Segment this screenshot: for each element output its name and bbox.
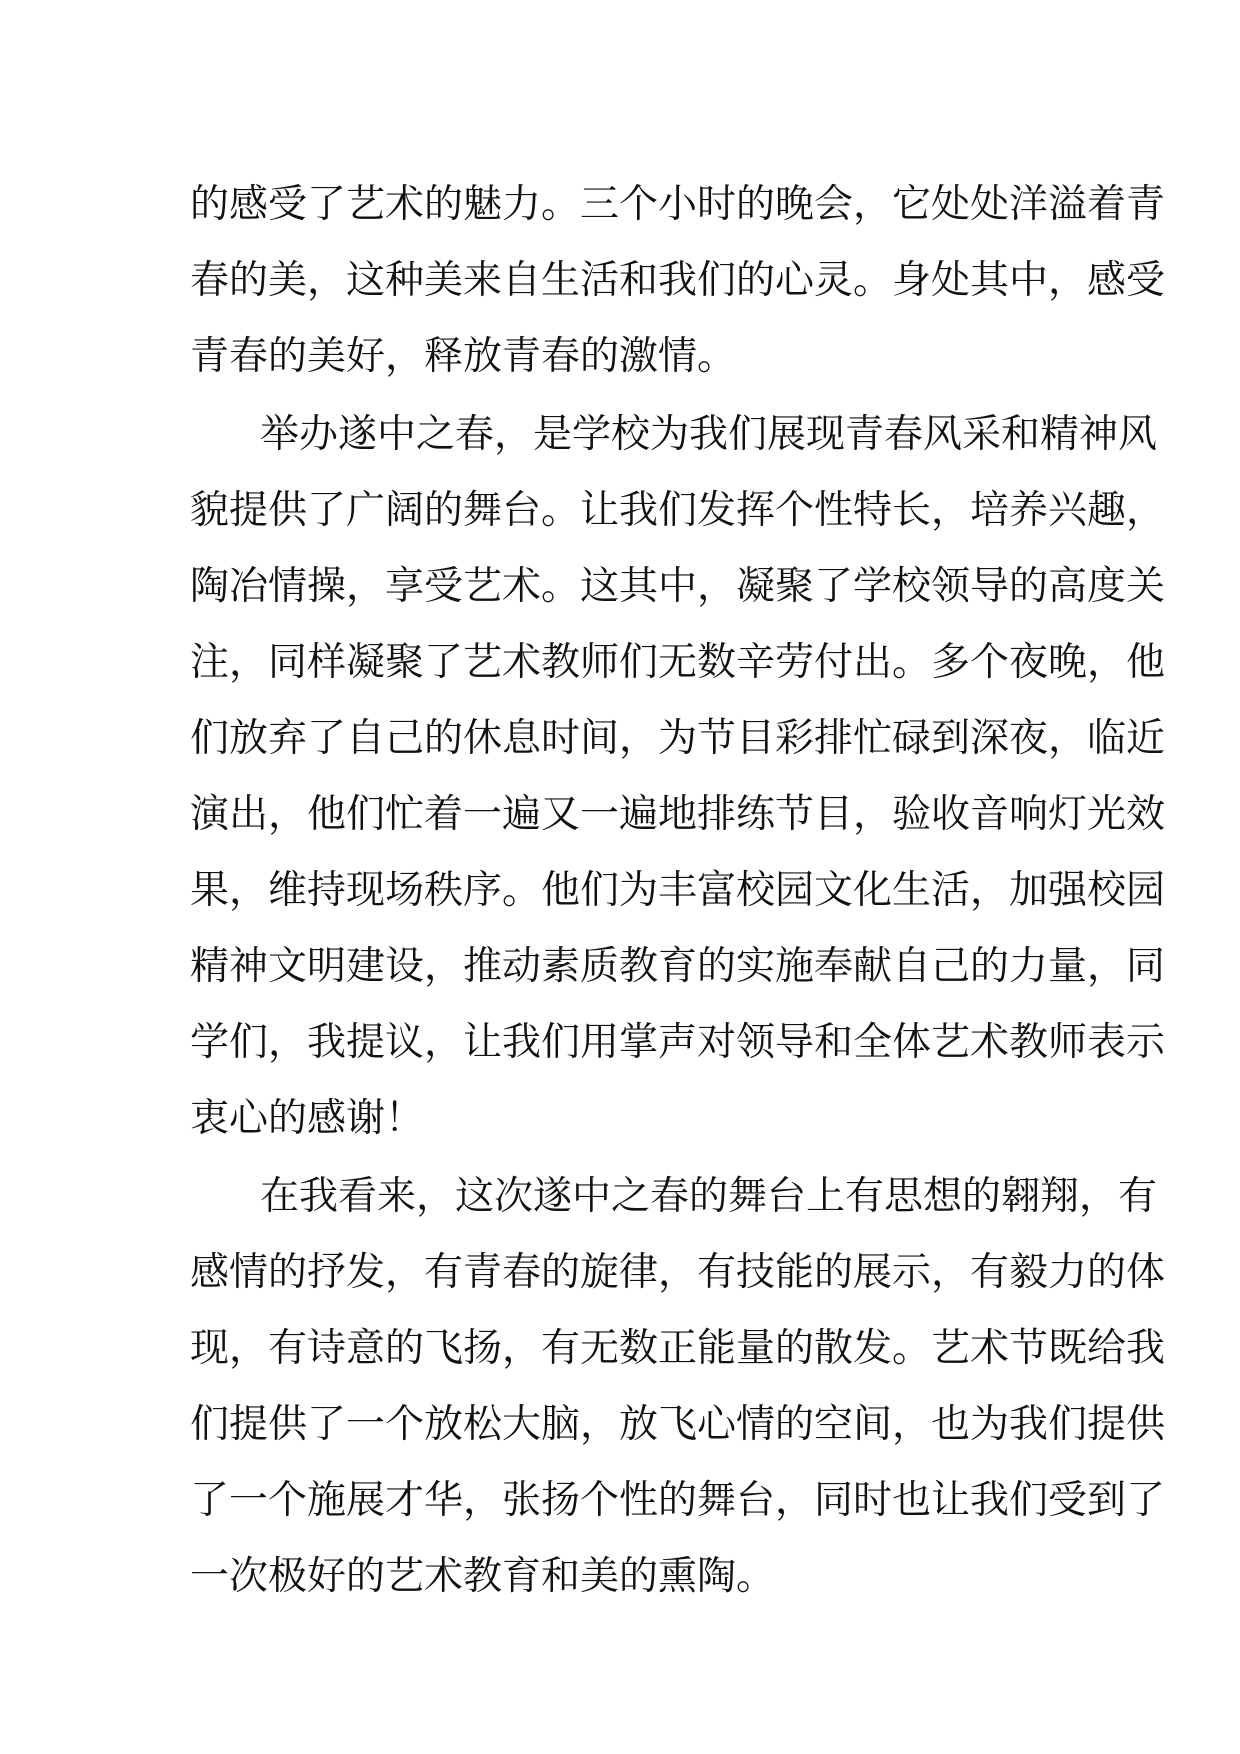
- paragraph-1: [190, 167, 1166, 395]
- paragraph-3: [190, 1159, 1166, 1615]
- text-line: 的感受了艺术的魅力。三个小时的晚会，它处处洋溢着青: [190, 182, 1166, 227]
- paragraph-2: [190, 397, 1166, 1157]
- text-line: 了一个施展才华，张扬个性的舞台，同时也让我们受到了: [190, 1478, 1166, 1523]
- text-line: 在我看来，这次遂中之春的舞台上有思想的翱翔，有: [260, 1174, 1158, 1219]
- text-line: 春的美，这种美来自生活和我们的心灵。身处其中，感受: [190, 258, 1166, 303]
- text-line: 果，维持现场秩序。他们为丰富校园文化生活，加强校园: [190, 868, 1166, 913]
- text-line: 青春的美好，释放青春的激情。: [190, 334, 737, 379]
- text-line: 陶冶情操，享受艺术。这其中，凝聚了学校领导的高度关: [190, 564, 1166, 609]
- text-line: 貌提供了广阔的舞台。让我们发挥个性特长，培养兴趣，: [190, 488, 1166, 533]
- text-line: 现，有诗意的飞扬，有无数正能量的散发。艺术节既给我: [190, 1326, 1166, 1371]
- text-line: 感情的抒发，有青春的旋律，有技能的展示，有毅力的体: [190, 1250, 1166, 1295]
- text-line: 一次极好的艺术教育和美的熏陶。: [190, 1554, 776, 1599]
- body-text: [190, 167, 1166, 1615]
- text-line: 们提供了一个放松大脑，放飞心情的空间，也为我们提供: [190, 1402, 1166, 1447]
- text-line: 们放弃了自己的休息时间，为节目彩排忙碌到深夜，临近: [190, 716, 1166, 761]
- text-line: 学们，我提议，让我们用掌声对领导和全体艺术教师表示: [190, 1020, 1166, 1065]
- text-line: 举办遂中之春，是学校为我们展现青春风采和精神风: [260, 412, 1158, 457]
- text-line: 衷心的感谢！: [190, 1096, 425, 1141]
- text-line: 演出，他们忙着一遍又一遍地排练节目，验收音响灯光效: [190, 792, 1166, 837]
- text-line: 注，同样凝聚了艺术教师们无数辛劳付出。多个夜晚，他: [190, 640, 1166, 685]
- text-line: 精神文明建设，推动素质教育的实施奉献自己的力量，同: [190, 944, 1166, 989]
